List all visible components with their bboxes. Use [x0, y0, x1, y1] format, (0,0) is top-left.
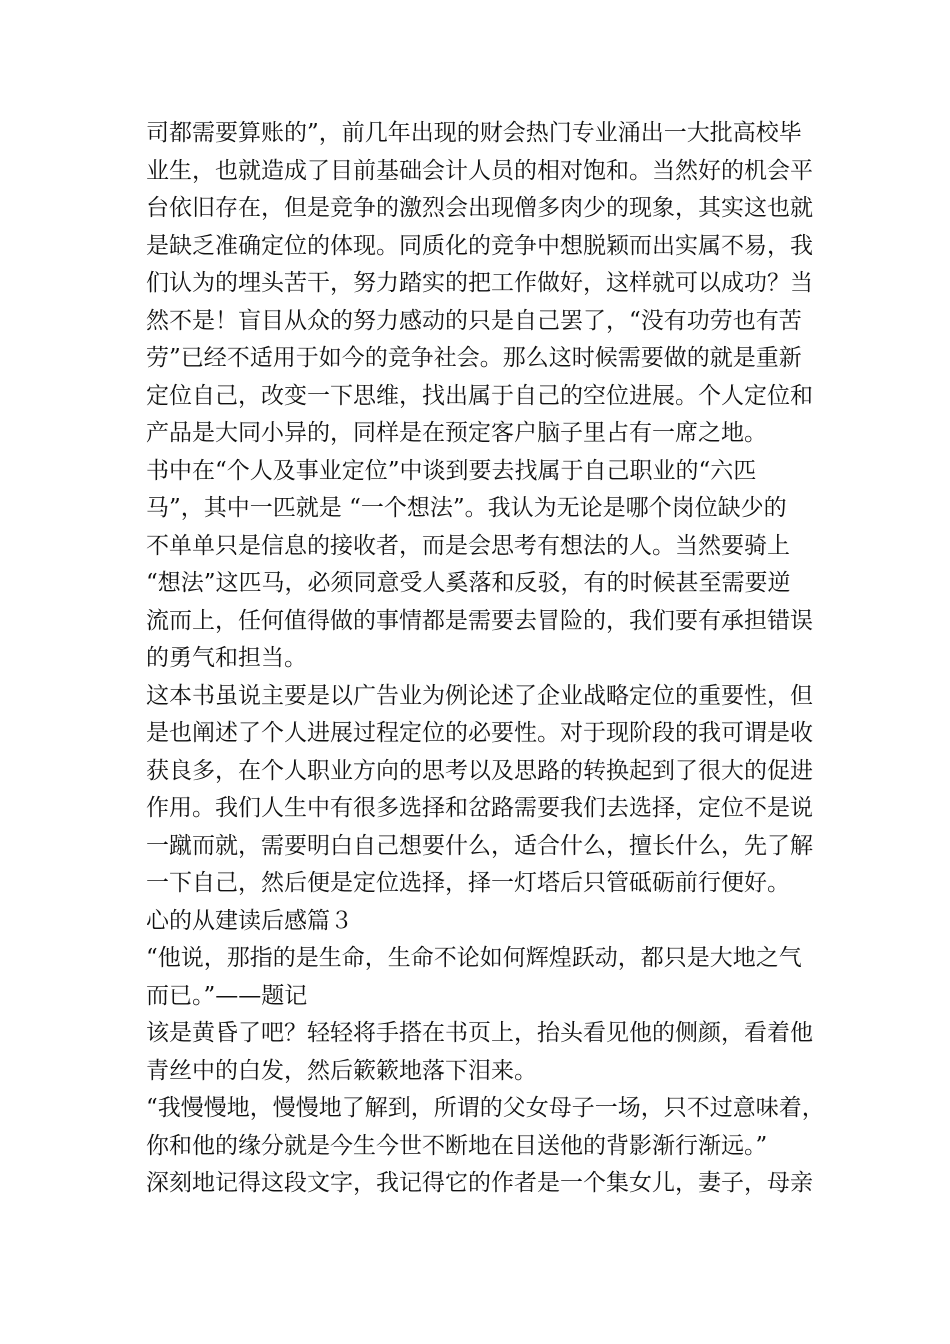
body-text — [146, 115, 825, 1203]
text-line: 定位自己，改变一下思维，找出属于自己的空位进展。个人定位和 — [146, 382, 813, 409]
section-heading: 心的从建读后感篇３ — [146, 907, 353, 934]
text-line: 你和他的缘分就是今生今世不断地在目送他的背影渐行渐远。” — [146, 1132, 768, 1159]
text-line: 的勇气和担当。 — [146, 645, 307, 671]
text-line: “我慢慢地，慢慢地了解到，所谓的父女母子一场，只不过意味着， — [146, 1095, 825, 1121]
text-line: 流而上，任何值得做的事情都是需要去冒险的，我们要有承担错误 — [146, 607, 813, 634]
text-line: 产品是大同小异的，同样是在预定客户脑子里占有一席之地。 — [146, 420, 767, 446]
text-line: 劳”已经不适用于如今的竞争社会。那么这时候需要做的就是重新 — [146, 345, 802, 371]
text-line: 这本书虽说主要是以广告业为例论述了企业战略定位的重要性，但 — [146, 682, 813, 709]
text-line: 马”，其中一匹就是 “一个想法”。我认为无论是哪个岗位缺少的 — [146, 495, 787, 521]
text-line: 们认为的埋头苦干，努力踏实的把工作做好，这样就可以成功？当 — [146, 270, 813, 296]
text-line: “想法”这匹马，必须同意受人奚落和反驳，有的时候甚至需要逆 — [146, 570, 791, 596]
text-line: 是缺乏准确定位的体现。同质化的竞争中想脱颖而出实属不易，我 — [146, 232, 813, 259]
text-line: 而已。”——题记 — [146, 982, 308, 1009]
text-line: 台依旧存在，但是竞争的激烈会出现僧多肉少的现象，其实这也就 — [146, 195, 813, 221]
text-line: 获良多，在个人职业方向的思考以及思路的转换起到了很大的促进 — [146, 757, 813, 784]
text-line: 司都需要算账的”，前几年出现的财会热门专业涌出一大批高校毕 — [146, 120, 802, 146]
text-line: 青丝中的白发，然后簌簌地落下泪来。 — [146, 1057, 537, 1084]
text-line: 该是黄昏了吧？轻轻将手搭在书页上，抬头看见他的侧颜，看着他 — [146, 1020, 813, 1046]
text-line: “他说，那指的是生命，生命不论如何辉煌跃动，都只是大地之气 — [146, 945, 802, 971]
text-line: 深刻地记得这段文字，我记得它的作者是一个集女儿，妻子，母亲 — [146, 1170, 813, 1196]
text-line: 业生，也就造成了目前基础会计人员的相对饱和。当然好的机会平 — [146, 157, 813, 184]
text-line: 然不是！盲目从众的努力感动的只是自己罢了，“没有功劳也有苦 — [146, 307, 802, 334]
text-line: 不单单只是信息的接收者，而是会思考有想法的人。当然要骑上 — [146, 532, 790, 559]
text-line: 一下自己，然后便是定位选择，择一灯塔后只管砥砺前行便好。 — [146, 870, 790, 896]
text-line: 是也阐述了个人进展过程定位的必要性。对于现阶段的我可谓是收 — [146, 720, 813, 746]
text-line: 作用。我们人生中有很多选择和岔路需要我们去选择，定位不是说 — [146, 795, 813, 821]
text-line: 书中在“个人及事业定位”中谈到要去找属于自己职业的“六匹 — [146, 457, 757, 484]
text-line: 一蹴而就，需要明白自己想要什么，适合什么，擅长什么，先了解 — [146, 832, 813, 859]
